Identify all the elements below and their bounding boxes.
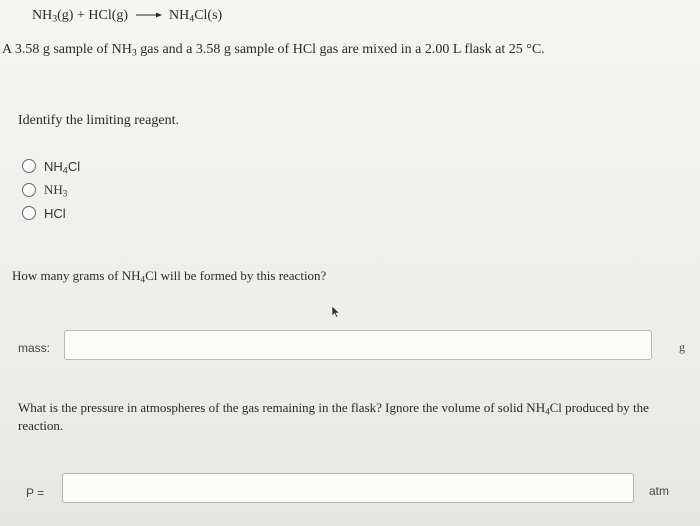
mass-unit: g bbox=[679, 340, 685, 354]
reactant1-subscript: 3 bbox=[52, 13, 58, 25]
pressure-input[interactable] bbox=[62, 473, 634, 503]
product-formula-rest: Cl(s) bbox=[194, 8, 223, 23]
option-label: HCl bbox=[44, 205, 66, 221]
mouse-cursor-icon bbox=[331, 305, 340, 323]
question2-prompt: How many grams of $NH_4Cl$ will be formed by this reaction? bbox=[12, 268, 327, 285]
pressure-label: P = bbox=[26, 486, 45, 500]
question1-prompt: Identify the limiting reagent. bbox=[18, 113, 179, 128]
product-formula: NH bbox=[169, 8, 190, 23]
reactant1-state: (g) bbox=[57, 8, 74, 23]
reactant2-formula: HCl(g) bbox=[88, 8, 129, 23]
mass-input[interactable] bbox=[64, 330, 652, 360]
reactant1-formula: NH bbox=[32, 8, 53, 23]
question3-prompt: What is the pressure in atmospheres of the gas remaining in the flask? Ignore the volume of solid $NH_4Cl$ produced by the reaction. bbox=[18, 400, 649, 433]
option-label: $NH_3$ bbox=[44, 182, 68, 199]
reaction-equation bbox=[32, 8, 222, 24]
option-hcl[interactable] bbox=[22, 203, 66, 223]
problem-statement bbox=[2, 42, 545, 58]
option-nh4cl[interactable] bbox=[22, 156, 80, 176]
radio-button-icon[interactable] bbox=[22, 159, 36, 173]
radio-button-icon[interactable] bbox=[22, 183, 36, 197]
problem-subscript: 3 bbox=[131, 47, 137, 59]
radio-button-icon[interactable] bbox=[22, 206, 36, 220]
option-nh3[interactable] bbox=[22, 180, 67, 200]
mass-label: mass: bbox=[18, 341, 51, 355]
pressure-unit: atm bbox=[649, 484, 670, 498]
reaction-arrow-icon bbox=[136, 8, 162, 24]
product-subscript: 4 bbox=[189, 13, 195, 25]
plus-sign: + bbox=[76, 8, 85, 23]
problem-text-part2: gas and a 3.58 g sample of HCl gas are mixed in a 2.00 L flask at 25 °C. bbox=[136, 42, 545, 57]
problem-text-part1: A 3.58 g sample of NH bbox=[2, 42, 132, 57]
option-label: $NH_4Cl$ bbox=[44, 158, 81, 175]
